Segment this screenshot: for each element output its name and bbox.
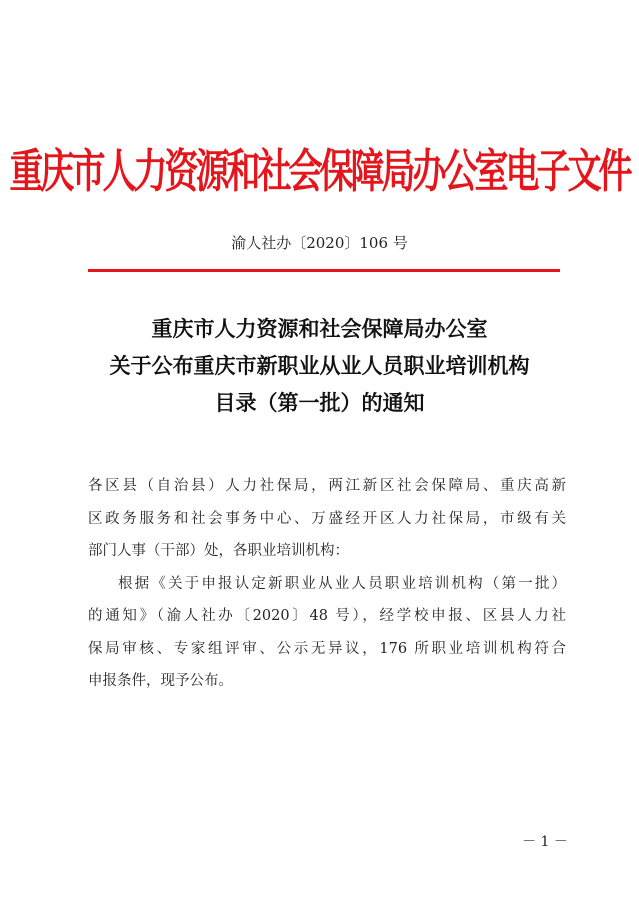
document-number: 渝人社办〔2020〕106 号 [231,234,408,252]
red-masthead-title: 重庆市人力资源和社会保障局办公室电子文件 [9,145,630,199]
recipients-line-3: 部门人事（干部）处，各职业培训机构： [88,543,349,559]
paragraph-line-2: 的通知》（渝人社办〔2020〕48 号），经学校申报、区县人力社 [88,608,566,624]
recipients-line-1: 各区县（自治县）人力社保局，两江新区社会保障局、重庆高新 [88,478,566,494]
notice-body [88,470,566,698]
paragraph-line-3: 保局审核、专家组评审、公示无异议，176 所职业培训机构符合 [88,640,566,657]
recipients-line-2: 区政务服务和社会事务中心、万盛经开区人力社保局，市级有关 [88,510,566,527]
page-number: － 1 － [522,834,568,850]
notice-title-line-1: 重庆市人力资源和社会保障局办公室 [151,316,488,341]
paragraph-line-4: 申报条件，现予公布。 [88,673,233,689]
red-divider-line [88,269,560,272]
notice-title [0,310,639,421]
paragraph-line-1: 根据《关于申报认定新职业从业人员职业培训机构（第一批） [118,575,566,592]
notice-title-line-3: 目录（第一批）的通知 [214,390,425,415]
notice-title-line-2: 关于公布重庆市新职业从业人员职业培训机构 [109,353,530,378]
